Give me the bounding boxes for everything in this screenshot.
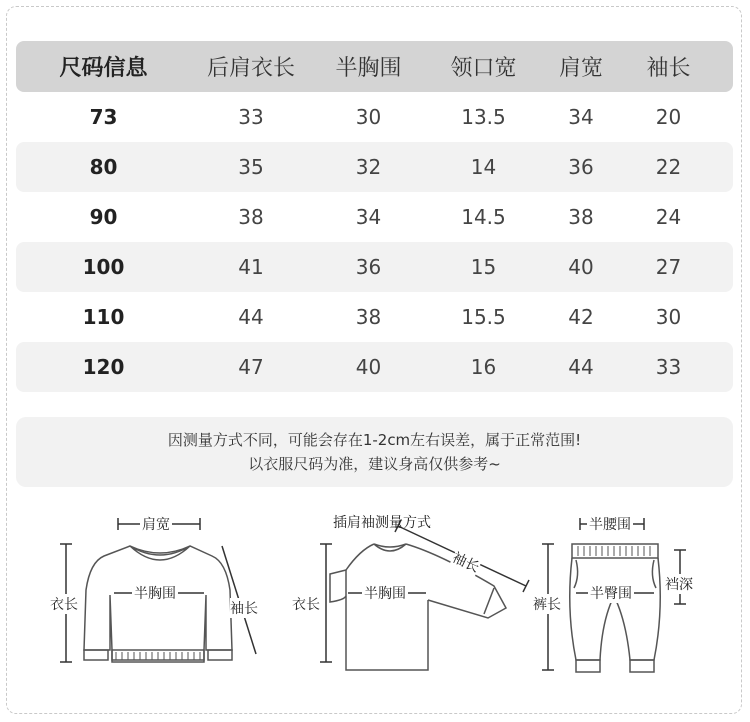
size-cell: 73 xyxy=(89,105,118,129)
table-row xyxy=(16,192,733,242)
pants-length-label: 裤长 xyxy=(533,594,561,614)
table-cell: 38 xyxy=(238,205,264,229)
raglan-chest-label: 半胸围 xyxy=(362,583,408,603)
table-cell: 38 xyxy=(355,305,382,329)
table-row xyxy=(16,292,733,342)
pants-rise-label: 裆深 xyxy=(665,574,693,594)
table-row xyxy=(16,92,733,142)
note-line-2: 以衣服尺码为准，建议身高仅供参考~ xyxy=(248,455,501,473)
sweater-shoulder-label: 肩宽 xyxy=(140,514,172,534)
measurement-diagrams xyxy=(0,500,750,710)
table-cell: 33 xyxy=(238,105,264,129)
raglan-title: 插肩袖测量方式 xyxy=(333,515,431,531)
table-cell: 14.5 xyxy=(461,205,506,229)
table-cell: 22 xyxy=(655,155,682,179)
size-cell: 110 xyxy=(82,305,125,329)
header-back-length: 后肩衣长 xyxy=(206,56,295,81)
table-header-row xyxy=(16,41,733,92)
table-cell: 41 xyxy=(238,255,264,279)
table-cell: 40 xyxy=(355,355,382,379)
sweater-chest-label: 半胸围 xyxy=(132,583,178,603)
table-cell: 33 xyxy=(655,355,682,379)
table-cell: 13.5 xyxy=(461,105,506,129)
header-shoulder-width: 肩宽 xyxy=(558,56,603,81)
sweater-sleeve-label: 袖长 xyxy=(230,598,258,618)
size-cell: 120 xyxy=(82,355,125,379)
pants-thigh-label: 半臀围 xyxy=(588,583,634,603)
table-cell: 24 xyxy=(655,205,682,229)
measurement-note xyxy=(16,417,733,487)
table-cell: 40 xyxy=(568,255,594,279)
table-cell: 15 xyxy=(470,255,497,279)
table-row xyxy=(16,342,733,392)
header-neck-width: 领口宽 xyxy=(450,56,517,81)
table-cell: 35 xyxy=(238,155,264,179)
table-cell: 14 xyxy=(470,155,497,179)
sweater-illustration xyxy=(0,500,250,710)
note-line-1: 因测量方式不同，可能会存在1-2cm左右误差，属于正常范围! xyxy=(167,431,582,449)
size-cell: 100 xyxy=(82,255,125,279)
table-cell: 38 xyxy=(568,205,594,229)
table-cell: 15.5 xyxy=(461,305,506,329)
sweater-length-label: 衣长 xyxy=(50,594,78,614)
table-cell: 34 xyxy=(355,205,382,229)
table-cell: 47 xyxy=(238,355,264,379)
table-cell: 30 xyxy=(355,105,382,129)
header-sleeve-length: 袖长 xyxy=(646,56,691,81)
header-size-info: 尺码信息 xyxy=(59,56,148,81)
size-cell: 80 xyxy=(89,155,118,179)
size-cell: 90 xyxy=(89,205,118,229)
table-cell: 36 xyxy=(355,255,382,279)
raglan-sleeve-label: 袖长 xyxy=(449,547,483,577)
table-cell: 30 xyxy=(655,305,682,329)
table-cell: 32 xyxy=(355,155,382,179)
table-cell: 27 xyxy=(655,255,682,279)
table-row xyxy=(16,242,733,292)
table-cell: 44 xyxy=(238,305,264,329)
size-table xyxy=(16,41,733,392)
pants-waist-label: 半腰围 xyxy=(587,514,633,534)
raglan-length-label: 衣长 xyxy=(292,594,320,614)
table-cell: 44 xyxy=(568,355,594,379)
header-half-chest: 半胸围 xyxy=(335,56,402,81)
table-cell: 16 xyxy=(470,355,497,379)
table-cell: 20 xyxy=(655,105,682,129)
table-row xyxy=(16,142,733,192)
table-cell: 34 xyxy=(568,105,594,129)
table-cell: 36 xyxy=(568,155,594,179)
table-cell: 42 xyxy=(568,305,594,329)
